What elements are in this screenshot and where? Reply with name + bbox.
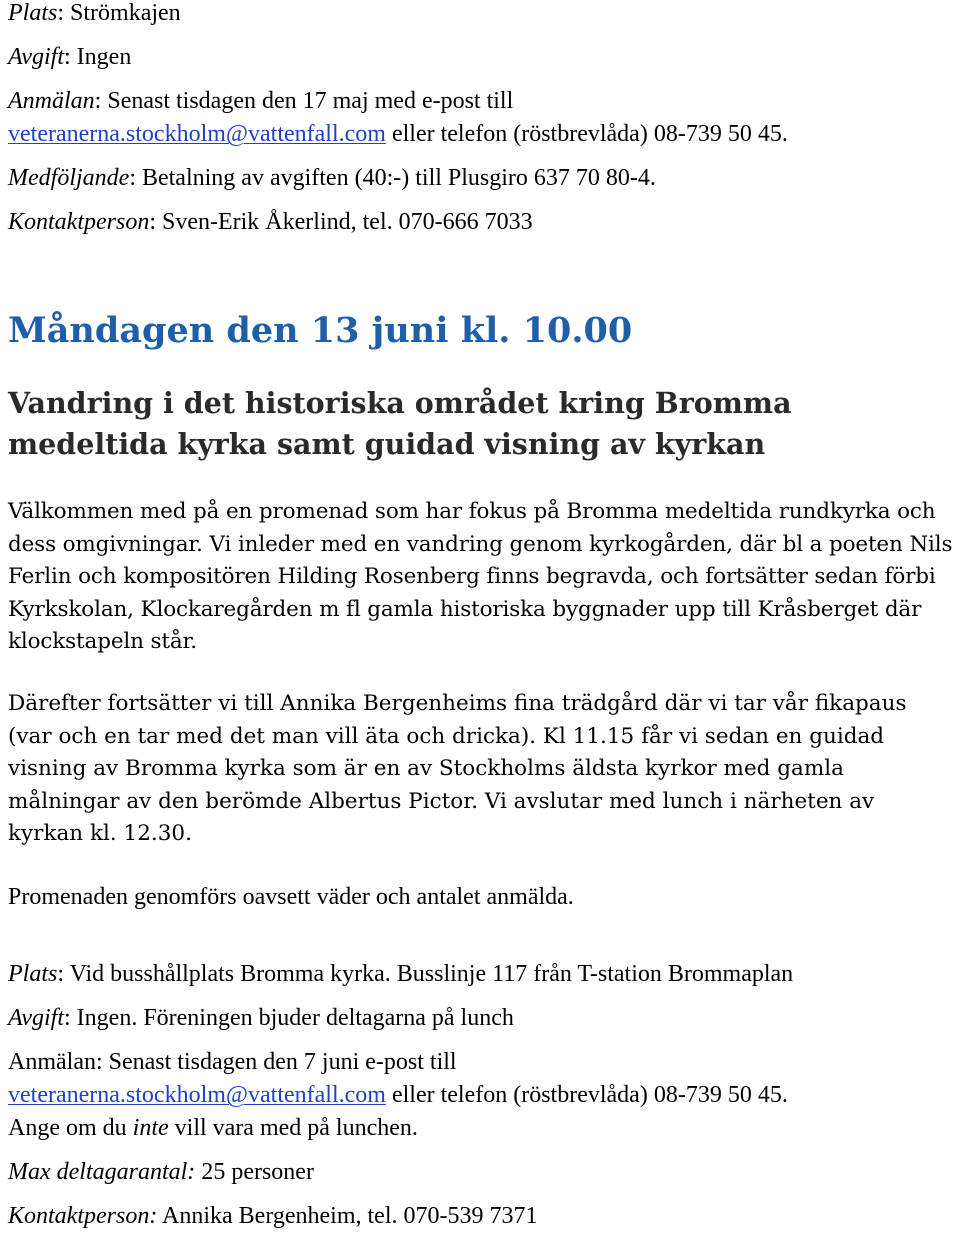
max-label: Max deltagarantal: (8, 1159, 196, 1185)
kontakt-line (8, 206, 788, 239)
bottom-kontakt-label: Kontaktperson: (8, 1203, 158, 1229)
plats-value: : Strömkajen (57, 0, 181, 26)
lunch-note-emph: inte (132, 1115, 169, 1141)
bottom-avgift-line (8, 1002, 793, 1035)
anmalan-value: : Senast tisdagen den 17 maj med e-post till (94, 88, 514, 114)
plats-line (8, 0, 788, 30)
bottom-avgift-label: Avgift (8, 1005, 64, 1031)
max-line (8, 1156, 793, 1189)
phone-text: eller telefon (röstbrevlåda) 08-739 50 45. (385, 121, 788, 147)
event-paragraph-1: Välkommen med på en promenad som har fokus på Bromma medeltida rundkyrka och dess omgivningar. Vi inleder med en vandring genom kyrkogården, där bl a poeten Nils Ferlin och kompositören Hilding Rosenberg finns begravda, och fortsätter sedan förbi Kyrkskolan, Klockaregården m fl gamla historiska byggnader upp till Kråsberget där klockstapeln står. (8, 499, 953, 654)
bottom-anmalan-line (8, 1046, 793, 1079)
bottom-phone-text: eller telefon (röstbrevlåda) 08-739 50 45. (385, 1082, 788, 1108)
kontakt-value: : Sven-Erik Åkerlind, tel. 070-666 7033 (149, 209, 533, 235)
max-value: 25 personer (195, 1159, 314, 1185)
lunch-note-prefix: Ange om du (8, 1115, 133, 1141)
plats-label: Plats (8, 0, 58, 26)
date-heading: Måndagen den 13 juni kl. 10.00 (8, 310, 633, 351)
email-phone-line (8, 118, 788, 151)
bottom-anmalan-text: Anmälan: Senast tisdagen den 7 juni e-post till (8, 1049, 457, 1075)
lunch-note-suffix: vill vara med på lunchen. (168, 1115, 418, 1141)
bottom-plats-value: : Vid busshållplats Bromma kyrka. Busslinje 117 från T-station Brommaplan (57, 961, 794, 987)
bottom-plats-label: Plats (8, 961, 58, 987)
medfoljande-line (8, 162, 788, 195)
event-paragraph-3: Promenaden genomförs oavsett väder och antalet anmälda. (8, 884, 574, 910)
bottom-avgift-value: : Ingen. Föreningen bjuder deltagarna på lunch (64, 1005, 514, 1031)
anmalan-label: Anmälan (8, 88, 95, 114)
event-title: Vandring i det historiska området kring Bromma medeltida kyrka samt guidad visning av kyrkan (8, 386, 792, 461)
top-info (8, 0, 788, 239)
kontakt-label: Kontaktperson (8, 209, 150, 235)
anmalan-line (8, 85, 788, 118)
medfoljande-label: Medföljande (8, 165, 130, 191)
event-paragraph-2: Därefter fortsätter vi till Annika Bergenheims fina trädgård där vi tar vår fikapaus (var och en tar med det man vill äta och dricka). Kl 11.15 får vi sedan en guidad visning av Bromma kyrka som är en av Stockholms äldsta kyrkor med gamla målningar av den berömde Albertus Pictor. Vi avslutar med lunch i närheten av kyrkan kl. 12.30. (8, 691, 907, 846)
bottom-kontakt-line (8, 1200, 793, 1233)
avgift-line (8, 41, 788, 74)
lunch-note-line (8, 1112, 793, 1145)
email-link[interactable]: veteranerna.stockholm@vattenfall.com (8, 121, 386, 147)
bottom-plats-line (8, 958, 793, 991)
bottom-info (8, 958, 793, 1233)
bottom-email-phone-line (8, 1079, 793, 1112)
avgift-value: : Ingen (64, 44, 132, 70)
medfoljande-value: : Betalning av avgiften (40:-) till Plusgiro 637 70 80-4. (129, 165, 656, 191)
bottom-email-link[interactable]: veteranerna.stockholm@vattenfall.com (8, 1082, 386, 1108)
bottom-kontakt-value: Annika Bergenheim, tel. 070-539 7371 (157, 1203, 538, 1229)
avgift-label: Avgift (8, 44, 64, 70)
